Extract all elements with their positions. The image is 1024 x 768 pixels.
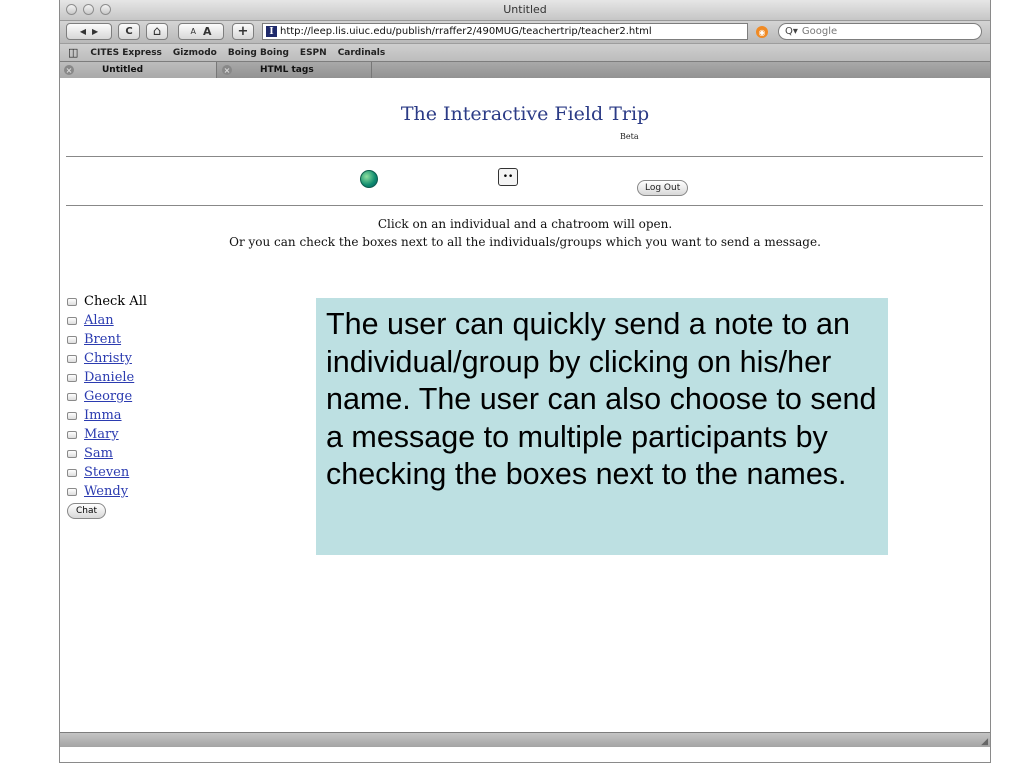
bookmark-item[interactable]: Boing Boing	[227, 47, 289, 58]
address-bar[interactable]	[262, 23, 748, 40]
close-tab-icon[interactable]: ×	[65, 65, 73, 75]
list-item	[67, 349, 147, 368]
bookmarks-bar	[60, 43, 990, 61]
participant-link[interactable]: Imma	[84, 408, 122, 423]
list-item	[67, 406, 147, 425]
window-title: Untitled	[503, 3, 547, 16]
participant-link[interactable]: Sam	[84, 446, 113, 461]
resize-grip-icon[interactable]: ◢	[981, 737, 988, 747]
participant-link[interactable]: Daniele	[84, 370, 135, 385]
check-all-row	[67, 292, 147, 311]
divider	[66, 205, 983, 206]
list-item	[67, 368, 147, 387]
participant-checkbox[interactable]	[67, 450, 77, 458]
chat-button[interactable]: Chat	[67, 503, 106, 519]
list-item	[67, 463, 147, 482]
url-text[interactable]: http://leep.lis.uiuc.edu/publish/rraffer2/490MUG/teachertrip/teacher2.html	[280, 26, 652, 37]
participant-link[interactable]: Christy	[84, 351, 132, 366]
instruction-line: Click on an individual and a chatroom will open.	[377, 217, 673, 231]
text-size-buttons[interactable]	[178, 23, 224, 40]
home-button[interactable]: ⌂	[146, 23, 168, 40]
participant-checkbox[interactable]	[67, 317, 77, 325]
beta-label: Beta	[620, 132, 639, 141]
list-item	[67, 387, 147, 406]
divider	[66, 156, 983, 157]
participant-checkbox[interactable]	[67, 431, 77, 439]
search-placeholder: Google	[801, 26, 838, 37]
forward-arrow-icon[interactable]: ▶	[92, 27, 99, 36]
back-arrow-icon[interactable]: ◀	[79, 27, 86, 36]
participant-checkbox[interactable]	[67, 393, 77, 401]
list-item	[67, 444, 147, 463]
add-bookmark-button[interactable]: +	[232, 23, 254, 40]
search-icon[interactable]: Q▾	[785, 26, 798, 37]
check-all-checkbox[interactable]	[67, 298, 77, 306]
instruction-line: Or you can check the boxes next to all the individuals/groups which you want to send a message.	[229, 235, 821, 249]
bookmarks-book-icon[interactable]: ◫	[68, 46, 79, 59]
list-item	[67, 425, 147, 444]
participant-checkbox[interactable]	[67, 469, 77, 477]
participant-checkbox[interactable]	[67, 412, 77, 420]
participant-checkbox[interactable]	[67, 488, 77, 496]
back-forward-buttons[interactable]	[66, 23, 112, 40]
check-all-label: Check All	[84, 294, 148, 309]
participant-link[interactable]: Steven	[84, 465, 130, 480]
logout-button[interactable]: Log Out	[637, 180, 688, 196]
globe-icon[interactable]	[360, 170, 378, 188]
participant-link[interactable]: Wendy	[84, 484, 129, 499]
participant-checkbox[interactable]	[67, 355, 77, 363]
list-item	[67, 330, 147, 349]
close-tab-icon[interactable]: ×	[223, 65, 231, 75]
bookmark-item[interactable]: Gizmodo	[172, 47, 217, 58]
participant-list	[67, 292, 147, 519]
status-bar	[60, 732, 990, 747]
annotation-callout: The user can quickly send a note to an individual/group by clicking on his/her name. The user can also choose to send a message to multiple participants by checking the boxes next to the names.	[316, 298, 888, 555]
tab-html-tags[interactable]	[218, 62, 372, 78]
reload-button[interactable]: C	[118, 23, 140, 40]
bookmark-item[interactable]: CITES Express	[90, 47, 162, 58]
text-larger-button[interactable]: A	[202, 25, 212, 38]
search-field[interactable]	[778, 23, 982, 40]
participant-link[interactable]: George	[84, 389, 133, 404]
list-item	[67, 482, 147, 501]
rss-icon[interactable]: ◉	[756, 26, 768, 38]
tab-label: HTML tags	[260, 65, 314, 75]
bookmark-item[interactable]: Cardinals	[337, 47, 386, 58]
participant-checkbox[interactable]	[67, 336, 77, 344]
tab-label: Untitled	[102, 65, 144, 75]
tab-untitled[interactable]	[60, 62, 217, 78]
page-title: The Interactive Field Trip	[400, 103, 650, 125]
face-icon[interactable]: ••	[498, 168, 518, 186]
participant-link[interactable]: Mary	[84, 427, 119, 442]
list-item	[67, 311, 147, 330]
participant-link[interactable]: Brent	[84, 332, 122, 347]
participant-link[interactable]: Alan	[84, 313, 114, 328]
participant-checkbox[interactable]	[67, 374, 77, 382]
title-bar	[60, 0, 990, 21]
bookmark-item[interactable]: ESPN	[299, 47, 327, 58]
site-favicon-icon: I	[266, 26, 277, 37]
text-smaller-button[interactable]: A	[190, 27, 196, 36]
tab-bar	[60, 61, 990, 78]
browser-toolbar	[60, 21, 990, 43]
